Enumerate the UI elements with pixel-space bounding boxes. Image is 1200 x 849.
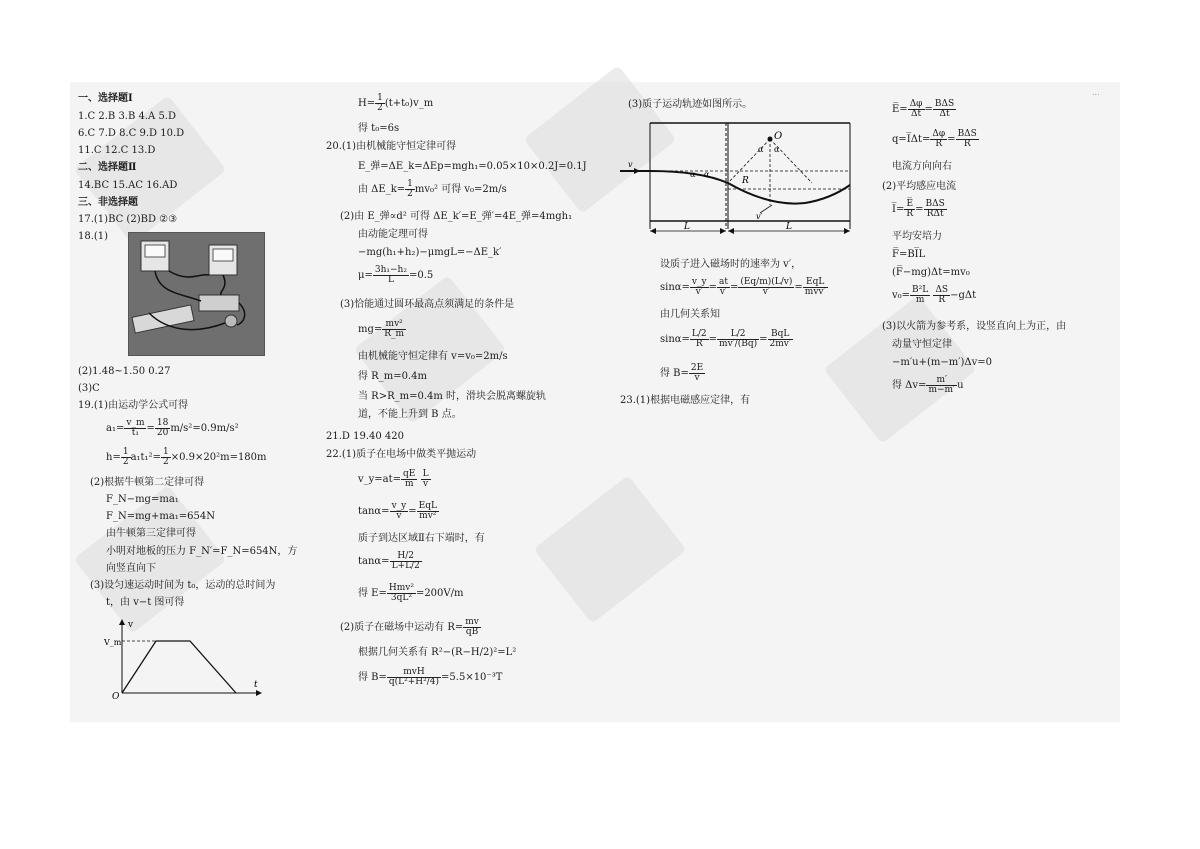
equation: (F̅−mg)Δt=mv₀ (892, 267, 970, 278)
equation: 得 t₀=6s (358, 123, 400, 134)
answer-line: 14.BC 15.AC 16.AD (78, 180, 178, 191)
answer-line: (3)质子运动轨迹如图所示。 (628, 99, 753, 110)
answer-line: 19.(1)由运动学公式可得 (78, 400, 189, 411)
answer-line: 质子到达区域Ⅱ右下端时，有 (358, 533, 485, 544)
watermark-shape (73, 485, 226, 634)
equation: q=I̅Δt= $\frac{\Delta\varphi}{R}$ = $\frac{\text{BΔS}}{R}$ (892, 129, 977, 149)
diagram-alpha: α (704, 170, 710, 179)
equation: 得 Δv= $\frac{m'}{m-m'}$ u (892, 375, 964, 395)
equation: H= $\frac{1}{2}$ (t+t₀)v_m (358, 93, 434, 113)
equation: E̅= $\frac{\Delta\varphi}{\Delta t}$ = $\frac{\text{BΔS}}{\Delta t}$ (892, 99, 955, 119)
equation: F_N=mg+ma₁=654N (106, 511, 215, 522)
answer-line: t，由 v−t 图可得 (106, 597, 185, 608)
answer-line: (2)根据牛顿第二定律可得 (90, 477, 205, 488)
diagram-o-label: O (774, 131, 783, 142)
answer-line: 20.(1)由机械能守恒定律可得 (326, 141, 457, 152)
graph-origin-label: O (112, 692, 120, 699)
answer-line: (2)由 E_弹∝d² 可得 ΔE_k′=E_弹′=4E_弹=4mgh₁ (340, 211, 573, 222)
answer-line: 当 R>R_m=0.4m 时，滑块会脱离螺旋轨 (358, 391, 547, 402)
answer-sheet (70, 82, 1120, 722)
diagram-v-label: v (628, 160, 633, 169)
equation: v_y=at= $\frac{qE}{m}$ $\frac{L}{v}$ (358, 469, 429, 489)
equation: 得 E= $\frac{\text{Hmv²}}{\text{3qL²}}$ =200V/m (358, 583, 464, 603)
vt-graph (104, 617, 264, 699)
answer-line: 1.C 2.B 3.B 4.A 5.D (78, 111, 177, 122)
answer-line: 6.C 7.D 8.C 9.D 10.D (78, 128, 185, 139)
diagram-l-label: L (684, 222, 690, 232)
answer-line: 由机械能守恒定律有 v=v₀=2m/s (358, 351, 508, 362)
equation: mg= $\frac{\text{mv²}}{R\_m}$ (358, 319, 405, 339)
equation: 根据几何关系有 R²−(R−H/2)²=L² (358, 647, 517, 658)
diagram-r-label: R (742, 176, 749, 186)
answer-line: 动量守恒定律 (892, 339, 952, 350)
circuit-photo (128, 232, 265, 356)
answer-line: 由几何关系知 (660, 309, 720, 320)
watermark-shape (533, 475, 686, 624)
equation: 得 B= $\frac{2E}{v}$ (660, 363, 704, 383)
answer-line: 11.C 12.C 13.D (78, 145, 156, 156)
answer-line: (3)C (78, 383, 100, 394)
diagram-vprime-label: v′ (756, 212, 763, 221)
equation: v₀= $\frac{\text{B²L}}{m}$ $\frac{\Delta S}{R}$ −gΔt (892, 285, 977, 305)
answer-line: 设质子进入磁场时的速率为 v′， (660, 259, 802, 270)
answer-line: 17.(1)BC (2)BD ②③ (78, 214, 178, 225)
answer-line: 21.D 19.40 420 (326, 431, 404, 442)
graph-v-label: v (128, 620, 134, 630)
diagram-alpha: α (758, 145, 764, 154)
corner-mark: ... (1092, 88, 1100, 97)
answer-line: 22.(1)质子在电场中做类平抛运动 (326, 449, 477, 460)
equation: I̅= $\frac{E̅}{R}$ = $\frac{\text{BΔS}}{\text{RΔt}}$ (892, 199, 945, 219)
answer-line: 小明对地板的压力 F_N′=F_N=654N，方 (106, 546, 298, 557)
answer-line: 由牛顿第三定律可得 (106, 528, 196, 539)
answer-line: 平均安培力 (892, 231, 942, 242)
circuit-photo-drawing (129, 233, 264, 355)
trajectory-diagram (620, 117, 890, 237)
graph-t-label: t (254, 680, 258, 690)
answer-line: (3)设匀速运动时间为 t₀，运动的总时间为 (90, 580, 276, 591)
graph-vm-label: V_m (104, 638, 122, 647)
answer-line: 23.(1)根据电磁感应定律，有 (620, 395, 751, 406)
equation: h= $\frac{1}{2}$ a₁t₁²= $\frac{1}{2}$ ×0.9×20²m=180m (106, 447, 267, 467)
equation: F_N−mg=ma₁ (106, 494, 179, 505)
diagram-alpha: α (774, 145, 780, 154)
equation: 由 ΔE_k= $\frac{1}{2}$ mv₀² 可得 v₀=2m/s (358, 179, 507, 199)
equation: (2)质子在磁场中运动有 R= $\frac{mv}{qB}$ (340, 617, 479, 637)
section-heading: 一、选择题Ⅰ (78, 93, 133, 104)
watermark-shape (823, 295, 976, 444)
answer-line: (3)以火箭为参考系，设竖直向上为正，由 (882, 321, 1067, 332)
equation: tanα= $\frac{v\_y}{v}$ = $\frac{\text{EqL}}{\text{mv²}}$ (358, 501, 437, 521)
equation: −m′u+(m−m′)Δv=0 (892, 357, 992, 368)
equation: μ= $\frac{\text{3h₁−h₂}}{L}$ =0.5 (358, 265, 434, 285)
equation: tanα= $\frac{H/2}{L+L/2}$ (358, 551, 420, 571)
diagram-l-label: L (786, 222, 792, 232)
answer-line: (2)平均感应电流 (882, 181, 957, 192)
section-heading: 三、非选择题 (78, 197, 138, 208)
equation: a₁= $\frac{v\_m}{\text{t₁}}$ = $\frac{18}{20}$ m/s²=0.9m/s² (106, 418, 239, 438)
equation: F̅=BI̅L (892, 249, 926, 260)
answer-line: 道，不能上升到 B 点。 (358, 409, 462, 420)
diagram-alpha: α (690, 170, 696, 179)
answer-line: (2)1.48~1.50 0.27 (78, 366, 171, 377)
equation: −mg(h₁+h₂)−μmgL=−ΔE_k′ (358, 247, 502, 258)
equation: E_弹=ΔE_k=ΔEp=mgh₁=0.05×10×0.2J=0.1J (358, 161, 587, 172)
equation: 得 B= $\frac{\text{mvH}}{\text{q(L²+H²/4)}}$ =5.5×10⁻³T (358, 667, 503, 687)
answer-line: 向竖直向下 (106, 563, 156, 574)
answer-line: (3)恰能通过圆环最高点须满足的条件是 (340, 299, 515, 310)
answer-line: 电流方向向右 (892, 161, 952, 172)
answer-line: 由动能定理可得 (358, 229, 428, 240)
equation: sinα= $\frac{L/2}{R}$ = $\frac{L/2}{mv'/(Bq)}$ = $\frac{\text{BqL}}{2mv'}$ (660, 329, 791, 349)
section-heading: 二、选择题Ⅱ (78, 162, 137, 173)
equation: 得 R_m=0.4m (358, 371, 427, 382)
equation: sinα= $\frac{v\_y}{v'}$ = $\frac{at}{v'}$ = $\frac{(Eq/m)(L/v)}{v'}$ = $\frac{\text{EqL}}{\text{mvv′}}$ (660, 277, 826, 297)
answer-line: 18.(1) (78, 231, 109, 242)
